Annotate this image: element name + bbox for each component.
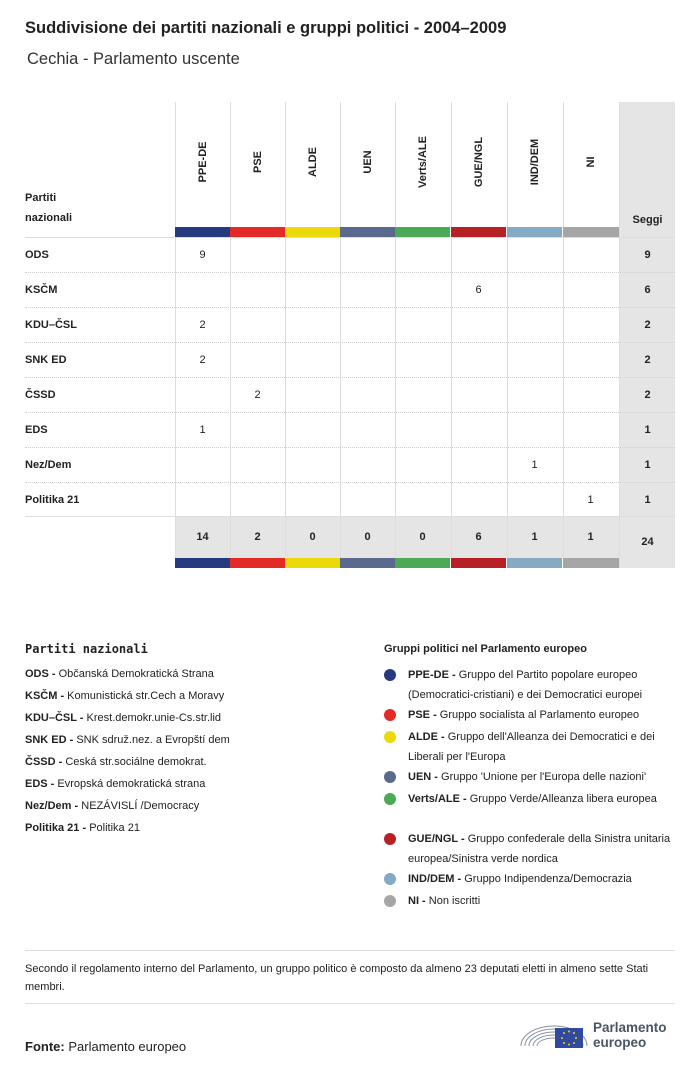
legend-group-name: Gruppo confederale della Sinistra unitaria europea/Sinistra verde nordica <box>408 833 671 865</box>
parliament-logo <box>519 1014 679 1054</box>
group-header-alde <box>285 102 340 227</box>
group-color-bar-bottom <box>285 558 340 568</box>
row-divider <box>25 272 675 273</box>
party-name: Nez/Dem <box>25 459 72 471</box>
legend-group-item <box>384 705 684 725</box>
legend-party-abbr: ČSSD - <box>25 756 63 768</box>
legend-party-item <box>25 778 205 790</box>
party-seggi-total: 9 <box>644 249 651 261</box>
seat-count-cell: 2 <box>199 354 206 366</box>
group-header-label: UEN <box>361 150 374 174</box>
seat-count-cell: 1 <box>199 424 206 436</box>
legend-group-text <box>408 891 684 911</box>
legend-party-item <box>25 822 140 834</box>
party-name: ODS <box>25 249 49 261</box>
legend-group-name: Gruppo del Partito popolare europeo (Democratici-cristiani) e dei Democratici europei <box>408 669 643 701</box>
group-color-bar <box>395 227 450 237</box>
legend-group-text <box>408 665 684 705</box>
legend-party-name: SNK sdruž.nez. a Evropští dem <box>73 734 230 746</box>
group-header-uen <box>340 102 395 227</box>
header-partiti-line1: Partiti <box>25 192 57 204</box>
group-color-bar-bottom <box>230 558 285 568</box>
group-total-cell: 0 <box>419 531 426 543</box>
legend-party-name: Evropská demokratická strana <box>54 778 206 790</box>
group-header-ind-dem <box>507 102 562 227</box>
legend-party-name: Ceská str.sociálne demokrat. <box>62 756 207 768</box>
legend-color-dot-icon <box>384 895 396 907</box>
legend-color-dot-icon <box>384 873 396 885</box>
legend-party-item <box>25 668 214 680</box>
grand-total-seggi: 24 <box>641 536 654 548</box>
legend-party-abbr: EDS - <box>25 778 55 790</box>
group-color-bar <box>563 227 619 237</box>
source-line <box>25 1039 186 1054</box>
group-color-bar <box>507 227 562 237</box>
legend-group-text <box>408 869 684 889</box>
group-total-cell: 6 <box>475 531 482 543</box>
group-header-label: ALDE <box>306 147 319 177</box>
group-color-bar <box>285 227 340 237</box>
seat-count-cell: 9 <box>199 249 206 261</box>
row-divider <box>25 342 675 343</box>
page-subtitle: Cechia - Parlamento uscente <box>27 50 240 68</box>
group-header-verts-ale <box>395 102 450 227</box>
party-seggi-total: 1 <box>644 494 651 506</box>
legend-group-abbr: GUE/NGL - <box>408 833 465 845</box>
legend-group-item <box>384 891 684 911</box>
seat-count-cell: 1 <box>531 459 538 471</box>
legend-group-abbr: PSE - <box>408 709 437 721</box>
legend-group-text <box>408 705 684 725</box>
group-color-bar <box>230 227 285 237</box>
party-seggi-total: 1 <box>644 424 651 436</box>
header-seggi: Seggi <box>632 214 663 226</box>
legend-groups-title: Gruppi politici nel Parlamento europeo <box>384 643 587 655</box>
legend-party-abbr: SNK ED - <box>25 734 74 746</box>
row-divider <box>25 307 675 308</box>
legend-color-dot-icon <box>384 833 396 845</box>
legend-group-name: Non iscritti <box>425 895 481 907</box>
legend-group-text <box>408 789 684 809</box>
legend-party-item <box>25 734 230 746</box>
header-partiti-nazionali <box>25 188 72 228</box>
seat-count-cell: 2 <box>199 319 206 331</box>
party-name: Politika 21 <box>25 494 80 506</box>
legend-party-name: Politika 21 <box>86 822 140 834</box>
group-header-label: NI <box>584 156 597 168</box>
source-label: Fonte: <box>25 1039 65 1054</box>
logo-line2: europeo <box>593 1035 647 1050</box>
note-divider-bottom <box>25 1003 675 1004</box>
table-body-bottom-line <box>25 516 675 517</box>
legend-party-item <box>25 800 199 812</box>
legend-group-abbr: PPE-DE - <box>408 669 456 681</box>
legend-party-name: Občanská Demokratická Strana <box>55 668 214 680</box>
party-name: ČSSD <box>25 389 56 401</box>
legend-group-abbr: Verts/ALE - <box>408 793 467 805</box>
legend-group-name: Gruppo Verde/Alleanza libera europea <box>466 793 657 805</box>
party-seggi-total: 2 <box>644 319 651 331</box>
group-color-bar <box>340 227 395 237</box>
legend-party-name: Krest.demokr.unie-Cs.str.lid <box>83 712 222 724</box>
group-color-bar-bottom <box>507 558 562 568</box>
seat-count-cell: 2 <box>254 389 261 401</box>
header-bottom-line <box>25 237 675 238</box>
group-header-pse <box>230 102 285 227</box>
legend-party-abbr: Politika 21 - <box>25 822 87 834</box>
legend-color-dot-icon <box>384 793 396 805</box>
row-divider <box>25 412 675 413</box>
legend-color-dot-icon <box>384 731 396 743</box>
group-header-label: PPE-DE <box>196 141 209 183</box>
group-color-bar <box>175 227 230 237</box>
logo-text <box>593 1020 667 1050</box>
party-name: KSČM <box>25 284 58 296</box>
legend-group-name: Gruppo Indipendenza/Democrazia <box>461 873 632 885</box>
group-header-label: IND/DEM <box>528 138 541 186</box>
group-total-cell: 1 <box>531 531 538 543</box>
seat-count-cell: 6 <box>475 284 482 296</box>
legend-party-name: NEZÁVISLÍ /Democracy <box>78 800 200 812</box>
party-seggi-total: 2 <box>644 354 651 366</box>
legend-group-abbr: NI - <box>408 895 426 907</box>
group-color-bar-bottom <box>395 558 450 568</box>
source-value: Parlamento europeo <box>68 1039 187 1054</box>
legend-color-dot-icon <box>384 669 396 681</box>
party-seggi-total: 2 <box>644 389 651 401</box>
legend-group-item <box>384 829 684 869</box>
legend-party-item <box>25 690 224 702</box>
legend-group-name: Gruppo 'Unione per l'Europa delle nazioni' <box>437 771 647 783</box>
legend-party-abbr: KDU–ČSL - <box>25 712 84 724</box>
legend-group-item <box>384 767 684 787</box>
legend-group-item <box>384 869 684 889</box>
logo-line1: Parlamento <box>593 1020 667 1035</box>
group-color-bar-bottom <box>563 558 619 568</box>
group-header-label: GUE/NGL <box>472 136 485 188</box>
group-header-label: PSE <box>251 150 264 174</box>
legend-group-abbr: IND/DEM - <box>408 873 462 885</box>
group-header-gue-ngl <box>451 102 506 227</box>
group-color-bar-bottom <box>175 558 230 568</box>
page-title: Suddivisione dei partiti nazionali e gruppi politici - 2004–2009 <box>25 19 507 37</box>
legend-color-dot-icon <box>384 709 396 721</box>
row-divider <box>25 377 675 378</box>
legend-party-name: Komunistická str.Cech a Moravy <box>64 690 225 702</box>
legend-group-abbr: ALDE - <box>408 731 445 743</box>
row-divider <box>25 447 675 448</box>
legend-party-abbr: KSČM - <box>25 690 65 702</box>
legend-group-text <box>408 767 684 787</box>
legend-group-name: Gruppo dell'Alleanza dei Democratici e dei Liberali per l'Europa <box>408 731 655 763</box>
group-total-cell: 14 <box>196 531 209 543</box>
group-header-ni <box>563 102 618 227</box>
legend-group-name: Gruppo socialista al Parlamento europeo <box>436 709 640 721</box>
party-seggi-total: 6 <box>644 284 651 296</box>
group-total-cell: 2 <box>254 531 261 543</box>
group-header-ppe-de <box>175 102 230 227</box>
party-name: KDU–ČSL <box>25 319 77 331</box>
seat-count-cell: 1 <box>587 494 594 506</box>
legend-party-item <box>25 712 221 724</box>
group-color-bar-bottom <box>340 558 395 568</box>
group-color-bar-bottom <box>451 558 506 568</box>
group-total-cell: 0 <box>364 531 371 543</box>
legend-parties-title: Partiti nazionali <box>25 642 148 656</box>
party-seggi-total: 1 <box>644 459 651 471</box>
party-name: SNK ED <box>25 354 67 366</box>
party-name: EDS <box>25 424 48 436</box>
header-partiti-line2: nazionali <box>25 212 73 224</box>
hemicycle-flag-icon <box>519 1014 589 1054</box>
legend-group-item <box>384 665 684 705</box>
legend-group-item <box>384 789 684 809</box>
legend-group-text <box>408 829 684 869</box>
footnote: Secondo il regolamento interno del Parlamento, un gruppo politico è composto da almeno 23 deputati eletti in almeno sette Stati membri. <box>25 963 649 993</box>
group-header-label: Verts/ALE <box>416 136 429 188</box>
group-total-cell: 0 <box>309 531 316 543</box>
legend-color-dot-icon <box>384 771 396 783</box>
legend-party-abbr: ODS - <box>25 668 56 680</box>
row-divider <box>25 482 675 483</box>
legend-group-text <box>408 727 684 767</box>
group-total-cell: 1 <box>587 531 594 543</box>
note-divider-top <box>25 950 675 951</box>
legend-group-item <box>384 727 684 767</box>
legend-group-abbr: UEN - <box>408 771 438 783</box>
legend-party-abbr: Nez/Dem - <box>25 800 79 812</box>
legend-party-item <box>25 756 207 768</box>
group-color-bar <box>451 227 506 237</box>
